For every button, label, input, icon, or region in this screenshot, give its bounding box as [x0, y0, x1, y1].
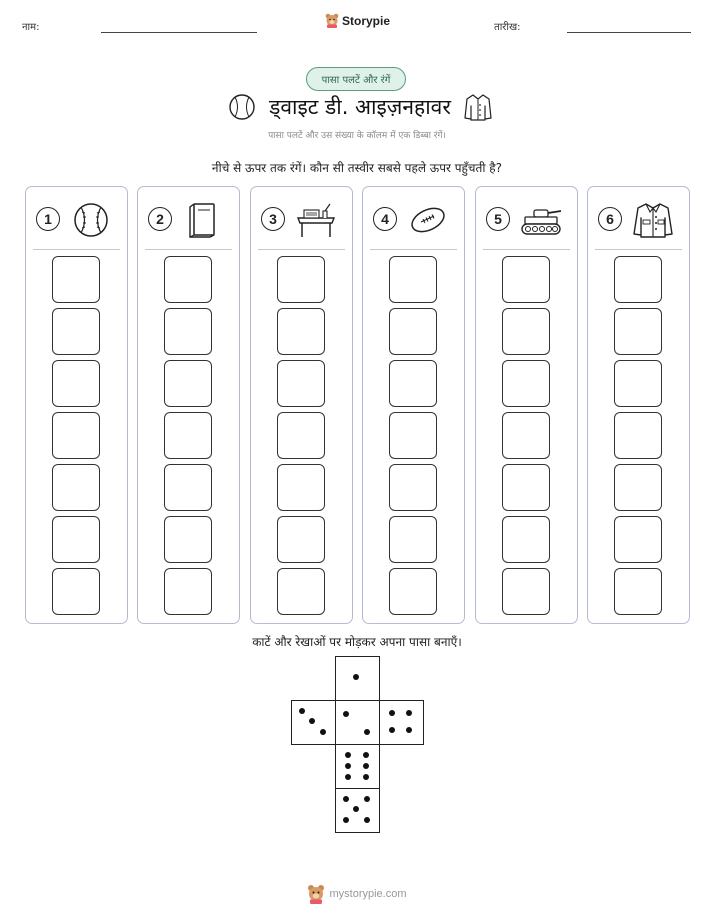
die-pip: [343, 817, 349, 823]
column-number: 4: [373, 207, 397, 231]
color-box[interactable]: [164, 516, 212, 563]
column-divider: [145, 249, 232, 250]
color-box[interactable]: [164, 360, 212, 407]
die-pip: [343, 796, 349, 802]
page-title: ड्वाइट डी. आइज़नहावर: [269, 95, 451, 119]
color-box[interactable]: [614, 308, 662, 355]
military-jacket-icon: [463, 92, 493, 122]
column-divider: [595, 249, 682, 250]
column-divider: [258, 249, 345, 250]
column-4: [362, 186, 465, 624]
color-box[interactable]: [502, 516, 550, 563]
color-box[interactable]: [164, 308, 212, 355]
color-box[interactable]: [277, 360, 325, 407]
tank-icon: [520, 202, 562, 238]
color-box[interactable]: [614, 360, 662, 407]
column-divider: [370, 249, 457, 250]
storypie-bear-icon: [307, 884, 325, 904]
color-box[interactable]: [164, 412, 212, 459]
die-face-5[interactable]: [335, 788, 380, 833]
color-box[interactable]: [502, 308, 550, 355]
color-box[interactable]: [614, 256, 662, 303]
die-pip: [309, 718, 315, 724]
column-6: [587, 186, 690, 624]
column-2: [137, 186, 240, 624]
die-face-1[interactable]: [335, 656, 380, 701]
die-face-4[interactable]: [379, 700, 424, 745]
activity-badge: पासा पलटें और रंगें: [306, 67, 406, 91]
column-number: 1: [36, 207, 60, 231]
color-box[interactable]: [277, 464, 325, 511]
die-face-3[interactable]: [291, 700, 336, 745]
die-pip: [364, 796, 370, 802]
die-face-2[interactable]: [335, 700, 380, 745]
color-box[interactable]: [164, 256, 212, 303]
storypie-bear-icon: [325, 13, 339, 28]
date-line[interactable]: [567, 32, 691, 33]
column-header: [588, 202, 689, 240]
footer: [0, 884, 714, 904]
baseball-icon: [227, 92, 257, 122]
color-box[interactable]: [614, 464, 662, 511]
die-pip: [353, 674, 359, 680]
color-box[interactable]: [389, 308, 437, 355]
color-box[interactable]: [502, 412, 550, 459]
instruction: नीचे से ऊपर तक रंगें। कौन सी तस्वीर सबसे पहले ऊपर पहुँचती है?: [211, 161, 503, 175]
die-pip: [343, 711, 349, 717]
column-header: [476, 202, 577, 240]
baseball-icon: [70, 202, 112, 238]
color-box[interactable]: [277, 308, 325, 355]
color-box[interactable]: [52, 516, 100, 563]
color-box[interactable]: [502, 256, 550, 303]
column-header: [251, 202, 352, 240]
color-box[interactable]: [52, 360, 100, 407]
book-icon: [182, 202, 224, 238]
date-label: तारीख:: [494, 22, 521, 33]
color-box[interactable]: [502, 464, 550, 511]
column-number: 2: [148, 207, 172, 231]
football-icon: [407, 202, 449, 238]
color-box[interactable]: [389, 412, 437, 459]
name-line[interactable]: [101, 32, 257, 33]
desk-icon: [295, 202, 337, 238]
color-box[interactable]: [277, 412, 325, 459]
die-pip: [345, 752, 351, 758]
military-jacket-icon: [632, 202, 674, 238]
footer-url[interactable]: mystorypie.com: [329, 888, 407, 900]
color-box[interactable]: [277, 568, 325, 615]
color-box[interactable]: [52, 464, 100, 511]
column-1: [25, 186, 128, 624]
die-face-6[interactable]: [335, 744, 380, 789]
column-number: 3: [261, 207, 285, 231]
column-number: 6: [598, 207, 622, 231]
color-box[interactable]: [389, 256, 437, 303]
die-pip: [345, 763, 351, 769]
color-box[interactable]: [389, 464, 437, 511]
name-label: नाम:: [22, 22, 40, 33]
color-box[interactable]: [389, 568, 437, 615]
column-header: [138, 202, 239, 240]
die-pip: [364, 729, 370, 735]
column-3: [250, 186, 353, 624]
color-box[interactable]: [502, 360, 550, 407]
color-box[interactable]: [389, 360, 437, 407]
color-box[interactable]: [52, 568, 100, 615]
color-box[interactable]: [277, 256, 325, 303]
column-divider: [483, 249, 570, 250]
brand-name: Storypie: [342, 13, 391, 28]
color-box[interactable]: [502, 568, 550, 615]
column-header: [363, 202, 464, 240]
die-pip: [299, 708, 305, 714]
color-box[interactable]: [614, 568, 662, 615]
die-pip: [389, 710, 395, 716]
die-pip: [353, 806, 359, 812]
subtitle: पासा पलटें और उस संख्या के कॉलम में एक डिब्बा रंगें।: [268, 131, 446, 141]
column-5: [475, 186, 578, 624]
column-header: [26, 202, 127, 240]
color-box[interactable]: [164, 568, 212, 615]
die-pip: [389, 727, 395, 733]
die-pip: [363, 763, 369, 769]
die-pip: [406, 710, 412, 716]
cut-instruction: काटें और रेखाओं पर मोड़कर अपना पासा बनाएँ।: [252, 635, 462, 649]
color-box[interactable]: [614, 412, 662, 459]
die-pip: [364, 817, 370, 823]
brand: [325, 13, 390, 28]
column-divider: [33, 249, 120, 250]
color-box[interactable]: [52, 308, 100, 355]
die-pip: [320, 729, 326, 735]
color-box[interactable]: [52, 412, 100, 459]
color-box[interactable]: [389, 516, 437, 563]
color-box[interactable]: [164, 464, 212, 511]
color-box[interactable]: [277, 516, 325, 563]
color-box[interactable]: [614, 516, 662, 563]
color-box[interactable]: [52, 256, 100, 303]
die-pip: [345, 774, 351, 780]
column-number: 5: [486, 207, 510, 231]
die-pip: [363, 774, 369, 780]
die-pip: [363, 752, 369, 758]
title-row: [200, 93, 520, 121]
die-pip: [406, 727, 412, 733]
